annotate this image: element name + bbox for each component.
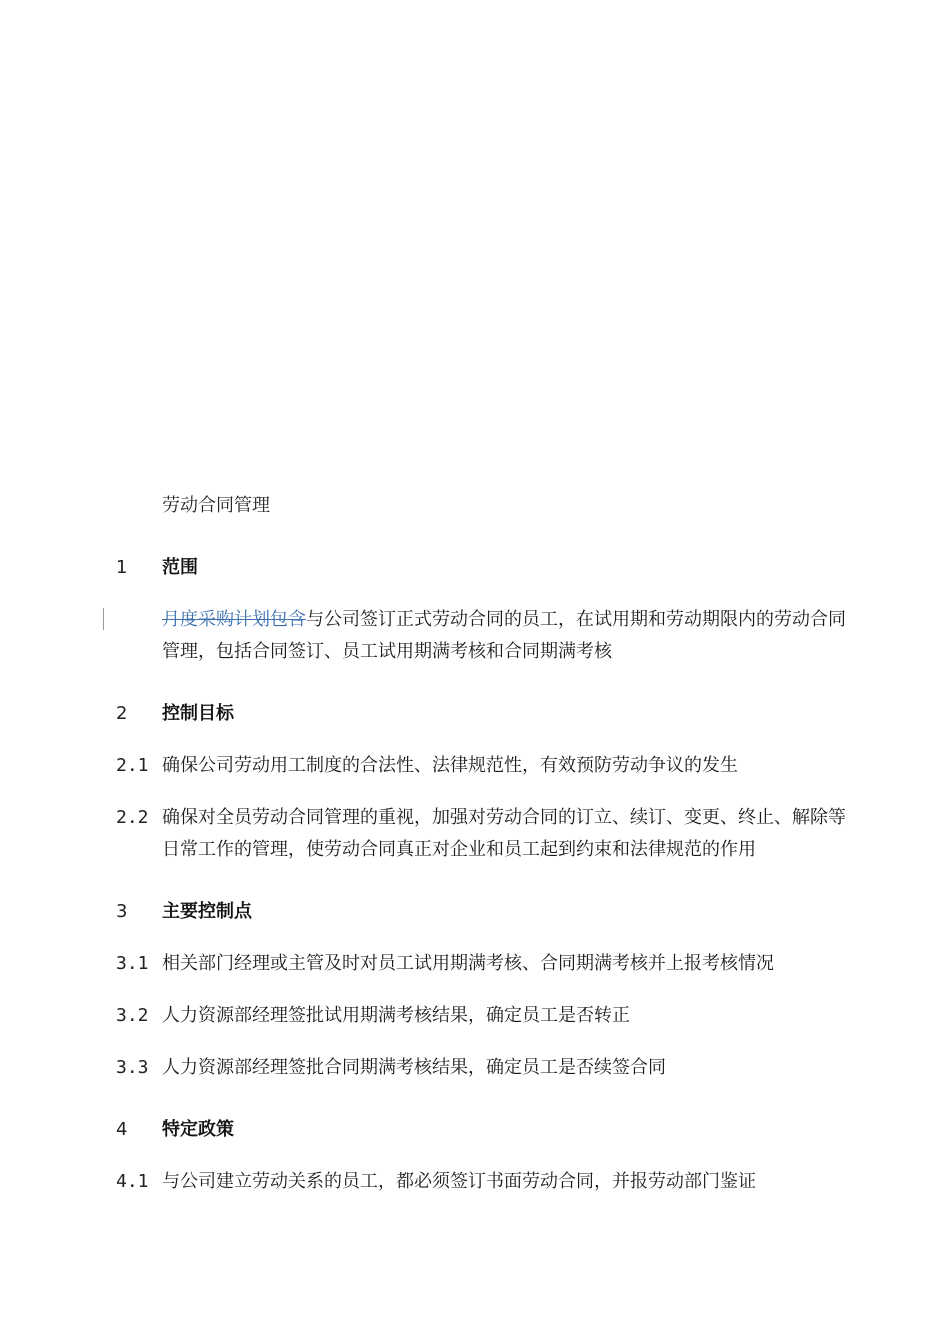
section-number: 2 <box>116 703 128 724</box>
item-text: 相关部门经理或主管及时对员工试用期满考核、合同期满考核并上报考核情况 <box>162 953 774 974</box>
section-number: 3 <box>116 901 128 922</box>
item-text: 确保公司劳动用工制度的合法性、法律规范性，有效预防劳动争议的发生 <box>162 755 738 776</box>
item-number: 3.2 <box>116 1005 149 1026</box>
item-text: 确保对全员劳动合同管理的重视，加强对劳动合同的订立、续订、变更、终止、解除等日常工作的管理，使劳动合同真正对企业和员工起到约束和法律规范的作用 <box>162 807 846 860</box>
change-bar <box>103 608 104 630</box>
document-title: 劳动合同管理 <box>162 495 270 516</box>
item-text: 与公司建立劳动关系的员工，都必须签订书面劳动合同，并报劳动部门鉴证 <box>162 1171 756 1192</box>
section-number: 4 <box>116 1119 128 1140</box>
section-number: 1 <box>116 557 128 578</box>
tracked-deletion: 月度采购计划包含 <box>162 609 306 630</box>
section-heading: 范围 <box>162 557 198 578</box>
section-heading: 特定政策 <box>162 1119 234 1140</box>
item-number: 2.2 <box>116 807 149 828</box>
item-number: 4.1 <box>116 1171 149 1192</box>
paragraph-text: 与公司签订正式劳动合同的员工，在试用期和劳动期限内的劳动合同管理，包括合同签订、员工试用期满考核和合同期满考核 <box>162 609 846 662</box>
paragraph <box>162 604 862 668</box>
section-heading: 控制目标 <box>162 703 234 724</box>
item-number: 2.1 <box>116 755 149 776</box>
section-heading: 主要控制点 <box>162 901 252 922</box>
item-number: 3.3 <box>116 1057 149 1078</box>
item-text: 人力资源部经理签批合同期满考核结果，确定员工是否续签合同 <box>162 1057 666 1078</box>
item-text: 人力资源部经理签批试用期满考核结果，确定员工是否转正 <box>162 1005 630 1026</box>
item-number: 3.1 <box>116 953 149 974</box>
